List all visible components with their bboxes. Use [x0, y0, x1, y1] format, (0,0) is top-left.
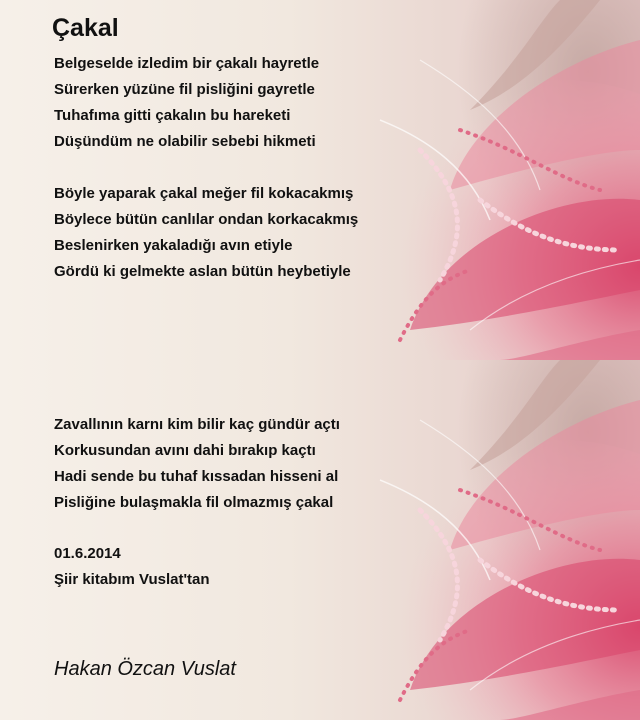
poem-line: Gördü ki gelmekte aslan bütün heybetiyle: [54, 263, 351, 280]
poem-line: Tuhafıma gitti çakalın bu hareketi: [54, 107, 291, 124]
stanza-3: [54, 412, 340, 516]
poem-line: Böylece bütün canlılar ondan korkacakmış: [54, 211, 359, 228]
poem-line: Beslenirken yakaladığı avın etiyle: [54, 237, 293, 254]
poem-line: Böyle yaparak çakal meğer fil kokacakmış: [54, 185, 354, 202]
poem-line: Düşündüm ne olabilir sebebi hikmeti: [54, 133, 316, 150]
poem-line: Sürerken yüzüne fil pisliğini gayretle: [54, 81, 315, 98]
poem-date: 01.6.2014: [54, 545, 121, 562]
poem-line: Pisliğine bulaşmakla fil olmazmış çakal: [54, 494, 334, 511]
poem-title: Çakal: [52, 14, 119, 42]
stanza-1: [54, 51, 319, 155]
poem-source: Şiir kitabım Vuslat'tan: [54, 571, 210, 588]
poem-line: Zavallının karnı kim bilir kaç gündür açtı: [54, 416, 340, 433]
poem-author: Hakan Özcan Vuslat: [54, 658, 236, 680]
poem-line: Belgeselde izledim bir çakalı hayretle: [54, 55, 320, 72]
poem-line: Hadi sende bu tuhaf kıssadan hisseni al: [54, 468, 339, 485]
stanza-2: [54, 181, 358, 285]
poem-line: Korkusundan avını dahi bırakıp kaçtı: [54, 442, 316, 459]
